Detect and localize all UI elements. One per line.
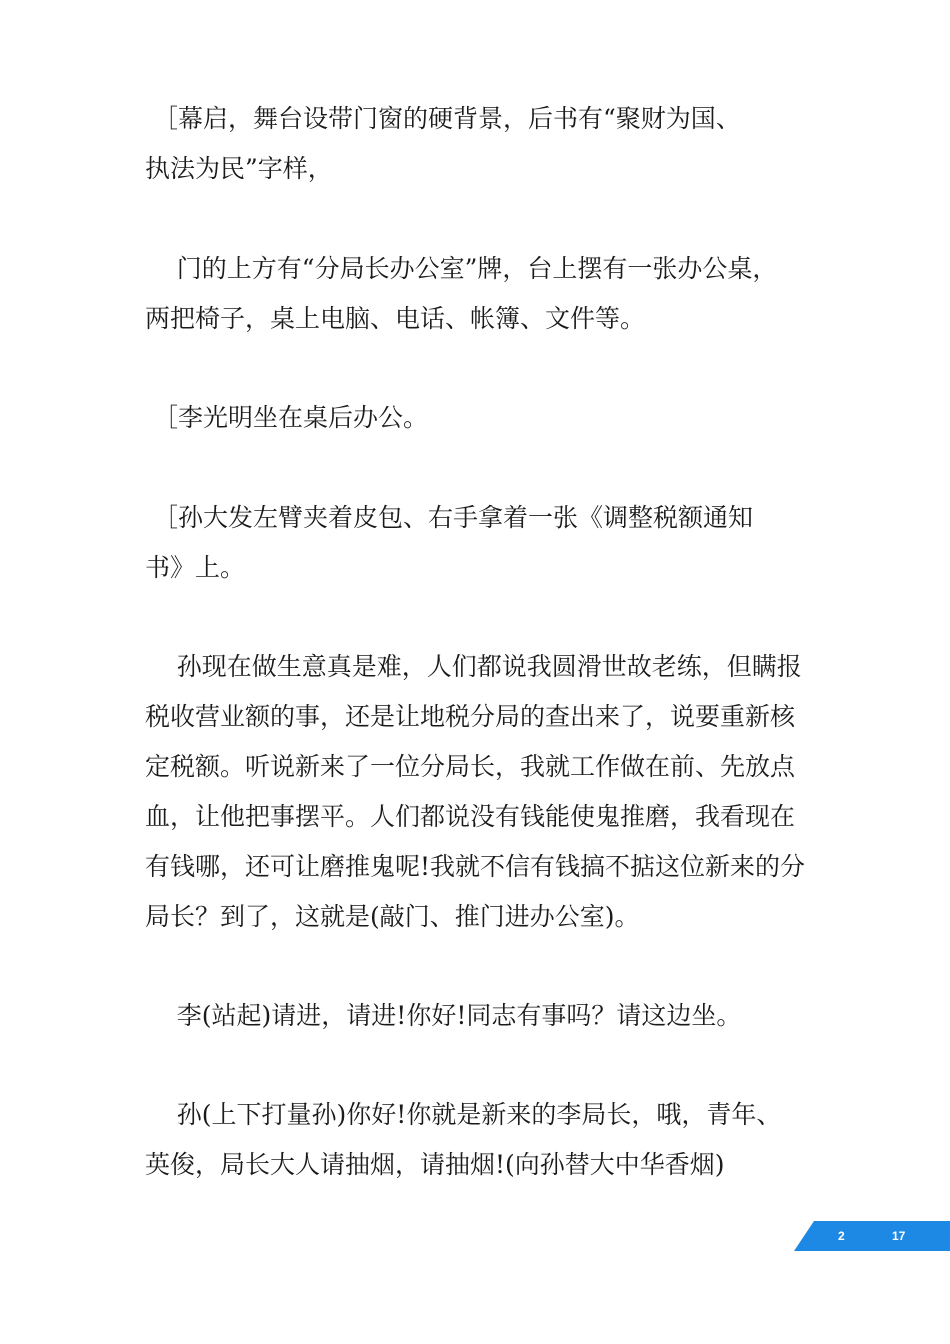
paragraph-stage-direction-2 — [145, 244, 810, 344]
paragraph-line: 孙(上下打量孙)你好!你就是新来的李局长，哦，青年、 — [145, 1100, 782, 1129]
total-pages: 17 — [892, 1229, 906, 1243]
paragraph-stage-direction-1 — [145, 94, 810, 194]
footer-accent-shape — [794, 1221, 950, 1251]
paragraph-line: ［孙大发左臂夹着皮包、右手拿着一张《调整税额通知 — [145, 503, 753, 532]
paragraph-dialogue-sun-monologue: 孙现在做生意真是难，人们都说我圆滑世故老练，但瞒报税收营业额的事，还是让地税分局的查出来了，说要重新核定税额。听说新来了一位分局长，我就工作做在前、先放点血，让他把事摆平。人们都说没有钱能使鬼推磨，我看现在有钱哪，还可让磨推鬼呢!我就不信有钱搞不掂这位新来的分局长？到了，这就是(敲门、推门进办公室)。 — [145, 652, 806, 931]
paragraph-line: ［李光明坐在桌后办公。 — [145, 403, 428, 432]
paragraph-line: ［幕启，舞台设带门窗的硬背景，后书有“聚财为国、 — [145, 104, 741, 133]
paragraph-line: 书》上。 — [145, 553, 246, 582]
page-footer-badge — [794, 1221, 950, 1251]
paragraph-line: 李(站起)请进，请进!你好!同志有事吗？请这边坐。 — [145, 1001, 742, 1030]
paragraph-dialogue-sun — [145, 1090, 810, 1190]
paragraph-dialogue-li — [145, 991, 810, 1041]
paragraph-line: 执法为民”字样， — [145, 154, 333, 183]
paragraph-line: 两把椅子，桌上电脑、电话、帐簿、文件等。 — [145, 304, 646, 333]
paragraph-stage-direction-3 — [145, 393, 810, 443]
page-number: 2 — [838, 1229, 845, 1243]
paragraph-stage-direction-4 — [145, 493, 810, 593]
paragraph-line: 英俊，局长大人请抽烟，请抽烟!(向孙替大中华香烟) — [145, 1150, 725, 1179]
paragraph-line: 门的上方有“分局长办公室”牌，台上摆有一张办公桌， — [145, 254, 778, 283]
